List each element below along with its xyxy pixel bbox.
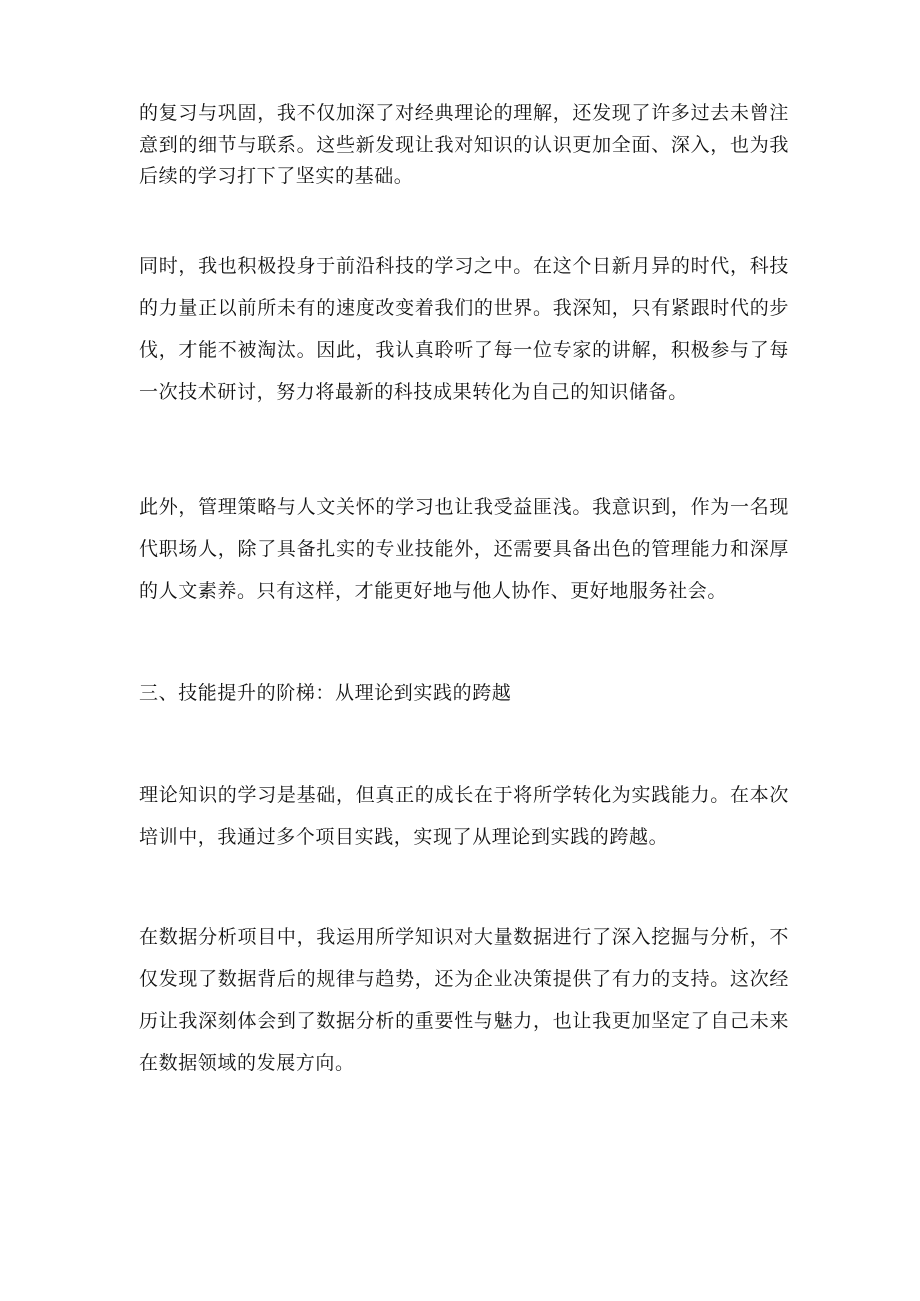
paragraph-data-analysis: 在数据分析项目中，我运用所学知识对大量数据进行了深入挖掘与分析，不仅发现了数据背后的规律与趋势，还为企业决策提供了有力的支持。这次经历让我深刻体会到了数据分析的重要性与魅力，也让我更加坚定了自己未来在数据领域的发展方向。 — [139, 926, 789, 1074]
paragraph-management: 此外，管理策略与人文关怀的学习也让我受益匪浅。我意识到，作为一名现代职场人，除了具备扎实的专业技能外，还需要具备出色的管理能力和深厚的人文素养。只有这样，才能更好地与他人协作、更好地服务社会。 — [139, 496, 789, 602]
paragraph-review: 的复习与巩固，我不仅加深了对经典理论的理解，还发现了许多过去未曾注意到的细节与联系。这些新发现让我对知识的认识更加全面、深入，也为我后续的学习打下了坚实的基础。 — [139, 102, 789, 187]
paragraph-frontier-tech: 同时，我也积极投身于前沿科技的学习之中。在这个日新月异的时代，科技的力量正以前所未有的速度改变着我们的世界。我深知，只有紧跟时代的步伐，才能不被淘汰。因此，我认真聆听了每一位专家的讲解，积极参与了每一次技术研讨，努力将最新的科技成果转化为自己的知识储备。 — [139, 255, 789, 403]
paragraph-theory-practice: 理论知识的学习是基础，但真正的成长在于将所学转化为实践能力。在本次培训中，我通过多个项目实践，实现了从理论到实践的跨越。 — [139, 784, 789, 848]
section-heading: 三、技能提升的阶梯：从理论到实践的跨越 — [139, 682, 512, 704]
